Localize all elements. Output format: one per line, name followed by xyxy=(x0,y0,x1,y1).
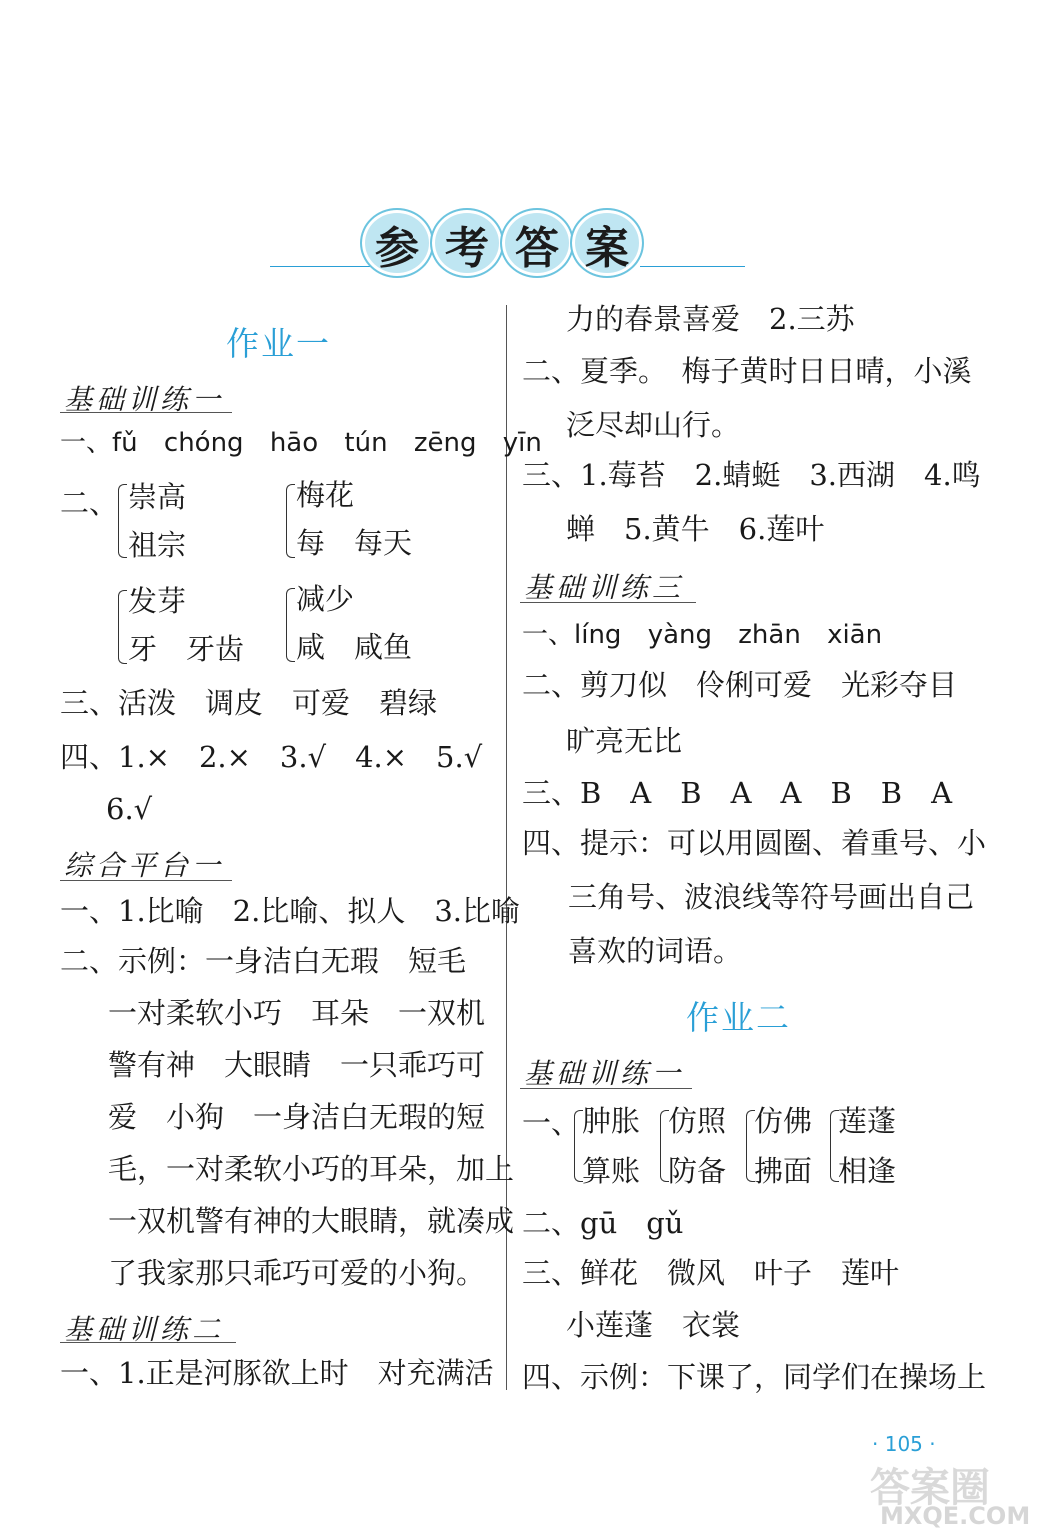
watermark-logo: 答案圈 xyxy=(870,1465,990,1511)
brace-item: 相逢 xyxy=(838,1154,897,1188)
answer-line: 二、示例：一身洁白无瑕 短毛 xyxy=(60,944,467,978)
answer-line: 一、1.正是河豚欲上时 对充满活 xyxy=(60,1356,494,1390)
answer-line: 四、1.× 2.× 3.√ 4.× 5.√ xyxy=(60,740,483,774)
answer-line: 四、示例：下课了，同学们在操场上 xyxy=(522,1360,987,1394)
brace-item: 梅花 xyxy=(296,478,355,512)
answer-line: 一、fǔ chóng hāo tún zēng yīn xyxy=(60,428,542,458)
brace-item: 防备 xyxy=(668,1154,727,1188)
brace xyxy=(286,484,295,558)
answer-line: 一双机警有神的大眼睛，就凑成 xyxy=(108,1204,515,1238)
section-heading-basic-1: 基础训练一 xyxy=(64,383,225,416)
brace-item: 莲蓬 xyxy=(838,1104,897,1138)
brace-item: 牙 牙齿 xyxy=(128,632,245,666)
section-underline xyxy=(520,602,696,603)
answer-line: 三、1.莓苔 2.蜻蜓 3.西湖 4.鸣 xyxy=(522,458,981,492)
answer-line: 蝉 5.黄牛 6.莲叶 xyxy=(566,512,825,546)
answer-line: 三、活泼 调皮 可爱 碧绿 xyxy=(60,686,438,720)
answer-line: 小莲蓬 衣裳 xyxy=(566,1308,741,1342)
brace-item: 咸 咸鱼 xyxy=(296,630,413,664)
answer-label: 二、 xyxy=(60,486,119,520)
answer-line: 二、gū gǔ xyxy=(522,1206,684,1240)
homework-2-heading: 作业二 xyxy=(686,998,791,1037)
brace-item: 发芽 xyxy=(128,584,187,618)
answer-line: 二、夏季。 梅子黄时日日晴，小溪 xyxy=(522,354,972,388)
section-underline xyxy=(60,1342,236,1343)
section-heading-basic-1b: 基础训练一 xyxy=(524,1057,685,1090)
page-number: · 105 · xyxy=(872,1432,936,1456)
page-title-char: 案 xyxy=(585,223,629,274)
answer-line: 爱 小狗 一身洁白无瑕的短 xyxy=(108,1100,486,1134)
page-title-char: 参 xyxy=(375,223,419,274)
answer-label: 一、 xyxy=(522,1106,581,1140)
brace-item: 仿照 xyxy=(668,1104,727,1138)
answer-line: 旷亮无比 xyxy=(566,724,683,758)
brace xyxy=(118,484,127,558)
brace xyxy=(118,590,127,664)
brace-item: 肿胀 xyxy=(582,1104,641,1138)
brace-item: 每 每天 xyxy=(296,526,413,560)
answer-line: 二、剪刀似 伶俐可爱 光彩夺目 xyxy=(522,668,958,702)
answer-line: 三角号、波浪线等符号画出自己 xyxy=(568,880,975,914)
brace-item: 祖宗 xyxy=(128,528,187,562)
section-underline xyxy=(60,412,232,413)
homework-1-heading: 作业一 xyxy=(226,324,331,363)
section-heading-integrated-1: 综合平台一 xyxy=(64,849,225,882)
section-underline xyxy=(60,880,232,881)
brace-item: 仿佛 xyxy=(754,1104,813,1138)
answer-line: 警有神 大眼睛 一只乖巧可 xyxy=(108,1048,486,1082)
answer-line: 三、B A B A A B B A xyxy=(522,776,953,810)
section-underline xyxy=(520,1088,692,1089)
answer-line: 毛，一对柔软小巧的耳朵，加上 xyxy=(108,1152,515,1186)
page-title-char: 答 xyxy=(515,223,559,274)
answer-line: 喜欢的词语。 xyxy=(568,934,743,968)
answer-line: 了我家那只乖巧可爱的小狗。 xyxy=(108,1256,486,1290)
brace-item: 崇高 xyxy=(128,480,187,514)
page-title-char: 考 xyxy=(445,223,489,274)
section-heading-basic-2: 基础训练二 xyxy=(64,1313,225,1346)
answer-line: 三、鲜花 微风 叶子 莲叶 xyxy=(522,1256,900,1290)
brace-item: 算账 xyxy=(582,1154,641,1188)
answer-line: 泛尽却山行。 xyxy=(566,408,741,442)
brace xyxy=(286,588,295,662)
answer-line: 一、líng yàng zhān xiān xyxy=(522,620,883,650)
answer-line: 四、提示：可以用圆圈、着重号、小 xyxy=(522,826,987,860)
answer-line: 一对柔软小巧 耳朵 一双机 xyxy=(108,996,486,1030)
section-heading-basic-3: 基础训练三 xyxy=(524,571,685,604)
answer-line: 一、1.比喻 2.比喻、拟人 3.比喻 xyxy=(60,894,521,928)
answer-line: 6.√ xyxy=(106,792,153,826)
answer-line: 力的春景喜爱 2.三苏 xyxy=(566,302,855,336)
brace-item: 拂面 xyxy=(754,1154,813,1188)
watermark-domain: MXQE.COM xyxy=(880,1502,1031,1530)
title-line-right xyxy=(640,266,745,267)
brace-item: 减少 xyxy=(296,582,355,616)
